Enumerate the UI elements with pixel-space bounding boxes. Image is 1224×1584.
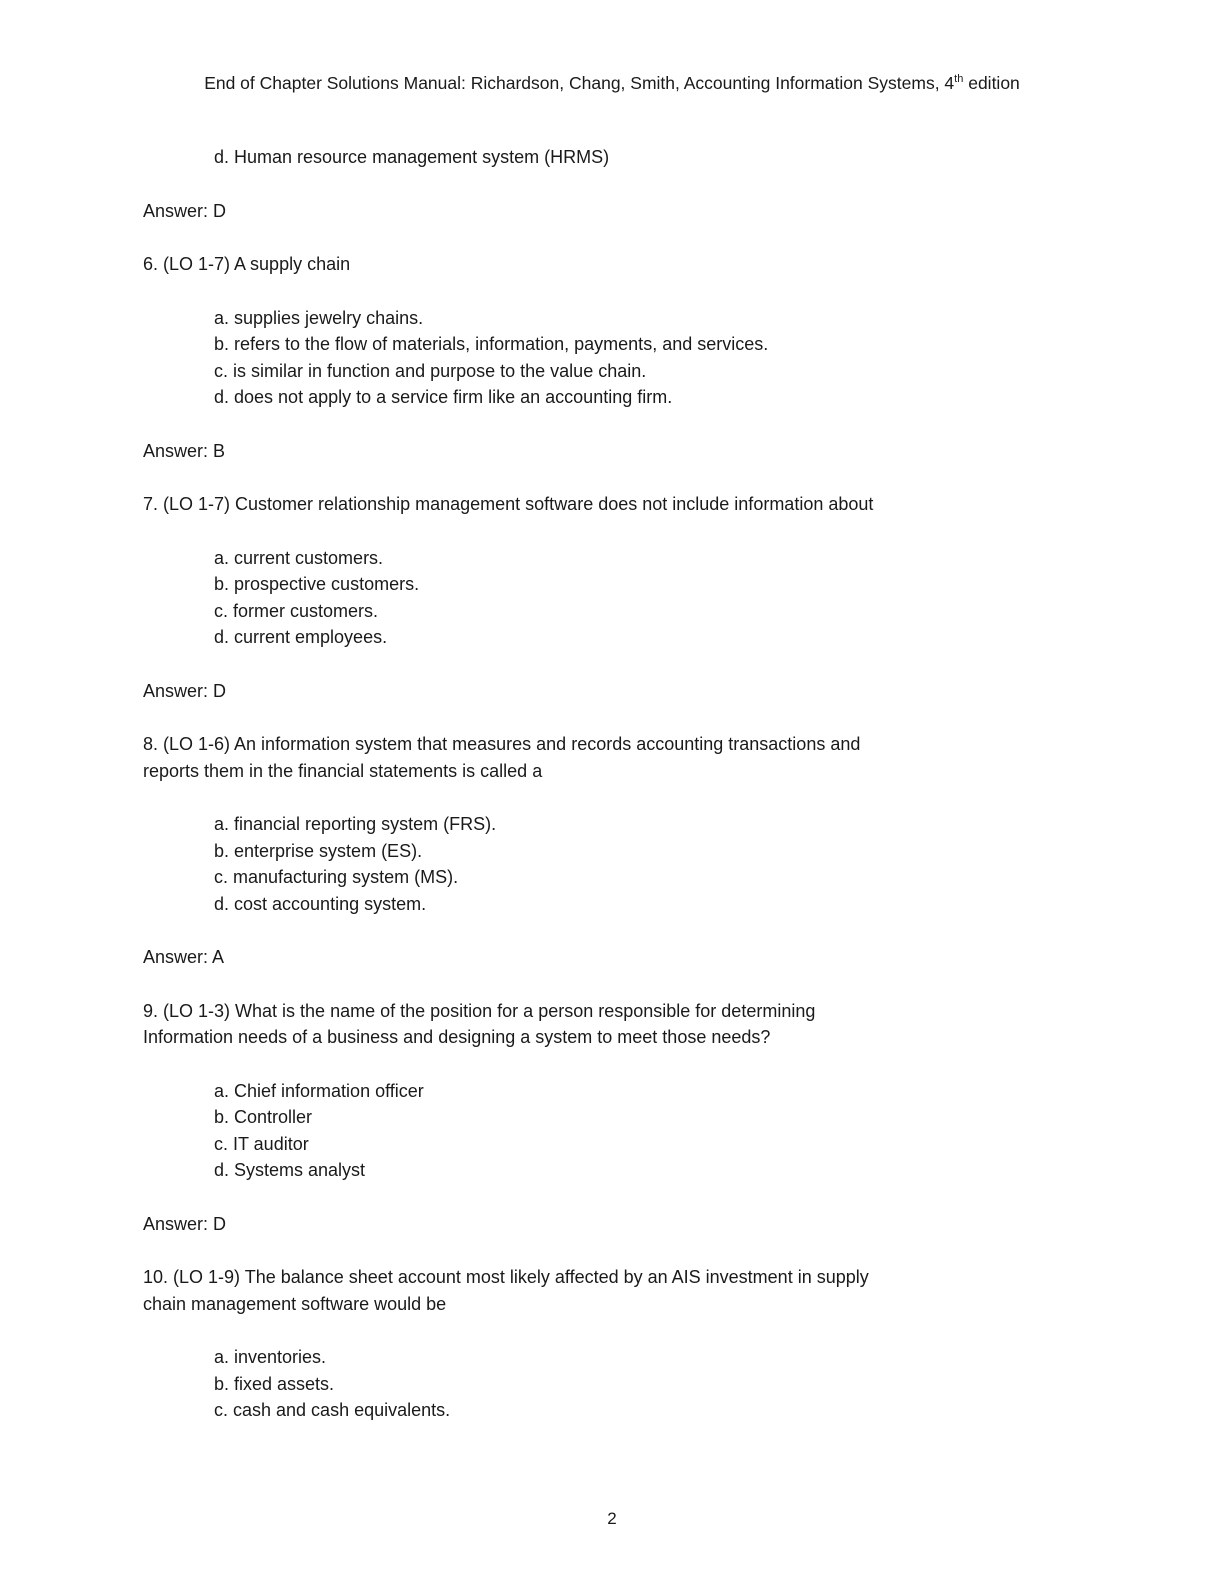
question-10-stem-line-1: 10. (LO 1-9) The balance sheet account most likely affected by an AIS investment in supply [143, 1267, 869, 1287]
answer-carryover: Answer: D [143, 200, 227, 221]
question-6-stem: 6. (LO 1-7) A supply chain [143, 254, 351, 274]
question-8-option-c: c. manufacturing system (MS). [214, 867, 459, 887]
question-10-option-b: b. fixed assets. [214, 1373, 335, 1394]
question-7-option-a: a. current customers. [214, 547, 384, 568]
question-9-option-a: a. Chief information officer [214, 1080, 424, 1101]
question-6-option-b: b. refers to the flow of materials, information, payments, and services. [214, 334, 769, 354]
running-header [0, 70, 1224, 96]
page-content [143, 144, 1023, 1424]
question-10-stem-line-2: chain management software would be [143, 1293, 447, 1314]
question-8-stem-line-1: 8. (LO 1-6) An information system that measures and records accounting transactions and [143, 734, 861, 754]
question-8-option-a: a. financial reporting system (FRS). [214, 814, 497, 834]
question-6-option-a: a. supplies jewelry chains. [214, 307, 424, 328]
question-8-stem-line-2: reports them in the financial statements is called a [143, 760, 543, 781]
header-superscript: th [954, 73, 964, 85]
question-7-option-c: c. former customers. [214, 600, 379, 621]
question-10-option-c: c. cash and cash equivalents. [214, 1400, 451, 1420]
header-suffix: edition [963, 73, 1020, 93]
option-carryover-d: d. Human resource management system (HRMS) [214, 147, 610, 167]
question-7-stem: 7. (LO 1-7) Customer relationship management software does not include information about [143, 494, 874, 514]
question-9-answer: Answer: D [143, 1213, 227, 1234]
question-8-option-b: b. enterprise system (ES). [214, 840, 423, 861]
question-6-answer: Answer: B [143, 440, 226, 461]
question-6-option-d: d. does not apply to a service firm like an accounting firm. [214, 387, 673, 407]
question-8-answer: Answer: A [143, 947, 225, 967]
page-number: 2 [607, 1509, 617, 1528]
question-6-option-c: c. is similar in function and purpose to the value chain. [214, 360, 647, 381]
question-7-option-b: b. prospective customers. [214, 574, 420, 594]
question-9-stem-line-2: Information needs of a business and designing a system to meet those needs? [143, 1027, 771, 1047]
question-9-option-b: b. Controller [214, 1107, 313, 1127]
question-9-option-d: d. Systems analyst [214, 1160, 366, 1180]
question-7-option-d: d. current employees. [214, 627, 388, 647]
question-8-option-d: d. cost accounting system. [214, 893, 427, 914]
header-text: End of Chapter Solutions Manual: Richardson, Chang, Smith, Accounting Information Systems, 4 [204, 73, 955, 93]
question-9-stem-line-1: 9. (LO 1-3) What is the name of the position for a person responsible for determining [143, 1000, 816, 1021]
question-10-option-a: a. inventories. [214, 1347, 327, 1367]
question-7-answer: Answer: D [143, 680, 227, 701]
question-9-option-c: c. IT auditor [214, 1133, 309, 1154]
